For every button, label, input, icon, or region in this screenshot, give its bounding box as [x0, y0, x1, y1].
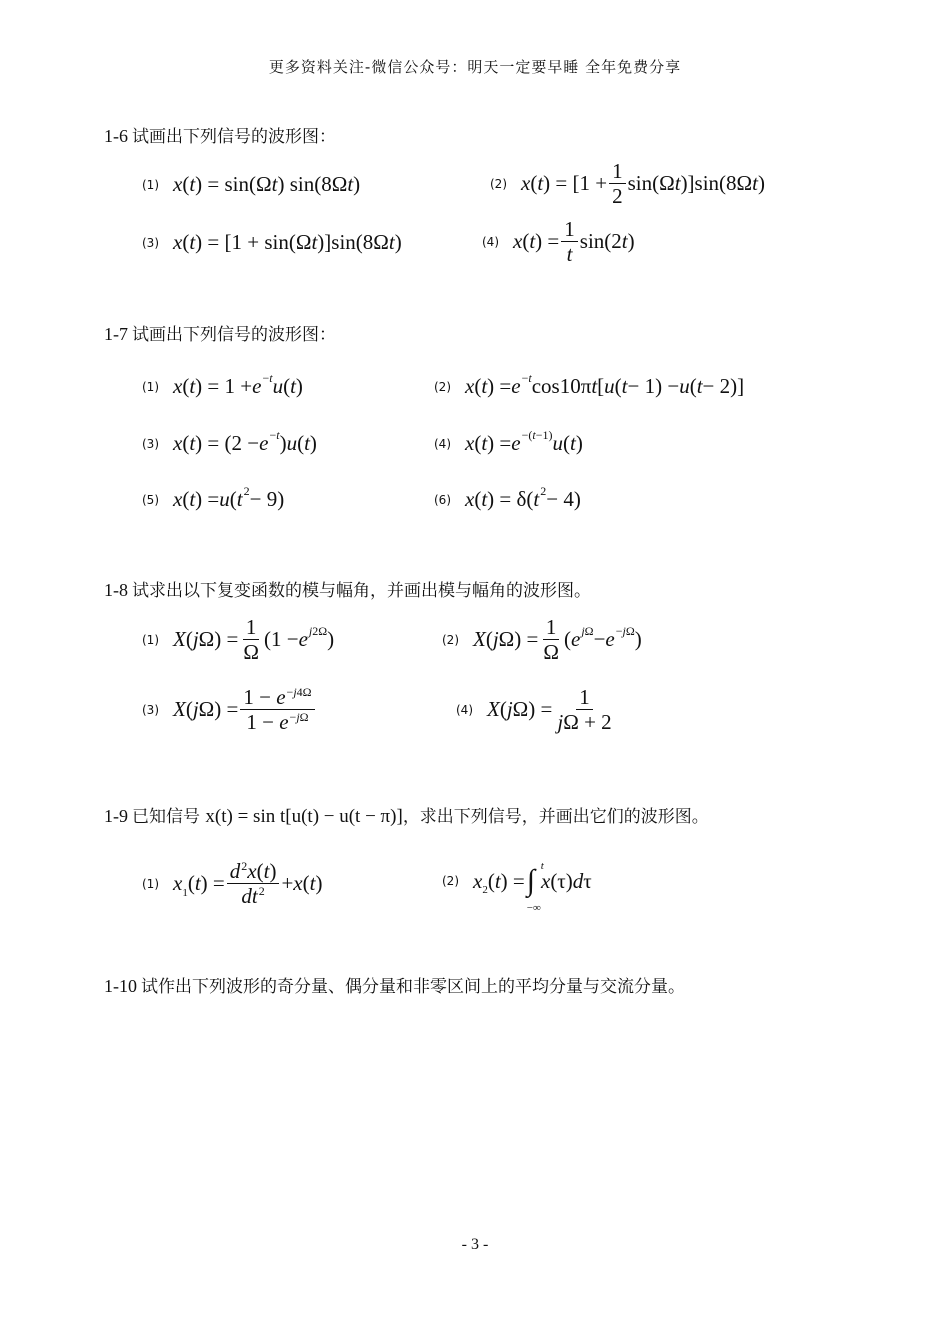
question-text-pre: 已知信号	[132, 807, 200, 827]
q17-item-4	[434, 428, 583, 456]
q19-item-2	[442, 860, 592, 914]
q17-item-5	[142, 484, 285, 512]
formula: x ( t ) = sin(Ω t ) sin(8Ω t )	[173, 172, 361, 196]
item-tag: (1)	[142, 177, 159, 192]
q16-item-1	[142, 172, 360, 197]
formula: x ( t ) = [1 + sin(Ω t )]sin(8Ω t )	[173, 230, 402, 254]
inline-formula: x(t) = sin t[u(t) − u(t − π)]	[205, 806, 403, 827]
q16-item-3	[142, 230, 402, 255]
item-tag: (1)	[142, 379, 159, 394]
question-1-10	[104, 972, 685, 997]
item-tag: (4)	[456, 702, 473, 717]
question-text-post: ，求出下列信号，并画出它们的波形图。	[402, 807, 709, 827]
formula: x 1 ( t ) = $\frac{d^2x(t)}{dt^2}$ + x ( t )	[173, 859, 323, 909]
item-tag: (4)	[482, 234, 499, 249]
question-number: 1-7	[104, 324, 128, 344]
item-tag: (6)	[434, 492, 451, 507]
item-tag: (2)	[442, 632, 459, 647]
q18-item-4	[456, 686, 617, 733]
question-number: 1-8	[104, 580, 128, 600]
item-tag: (1)	[142, 876, 159, 891]
page-number: - 3 -	[461, 1236, 489, 1253]
item-tag: (2)	[490, 176, 507, 191]
question-text: 试画出下列信号的波形图：	[132, 127, 336, 147]
q17-item-3	[142, 428, 317, 456]
formula: X ( j Ω) = $\frac{1}{\Omega}$ (1 − e j2Ω )	[173, 615, 335, 665]
question-1-8	[104, 576, 591, 601]
q16-item-4	[482, 218, 635, 265]
question-1-7	[104, 320, 336, 345]
formula: x ( t ) = e −(t−1) u ( t )	[465, 428, 583, 455]
item-tag: (3)	[142, 702, 159, 717]
question-1-9	[104, 802, 709, 828]
q18-item-2	[442, 616, 642, 663]
item-tag: (3)	[142, 235, 159, 250]
formula: X ( j Ω) = $\frac{1 - e^{-j4\Omega}}{1 - e^{-j\Omega}}$	[173, 686, 317, 733]
question-1-6	[104, 122, 336, 147]
q18-item-1	[142, 616, 334, 663]
item-tag: (3)	[142, 436, 159, 451]
question-text: 试作出下列波形的奇分量、偶分量和非零区间上的平均分量与交流分量。	[141, 977, 685, 997]
formula: X ( j Ω) = $\frac{1}{\Omega}$ ( e jΩ − e −jΩ )	[473, 615, 642, 665]
formula: x ( t ) = [1 + $\frac{1}{2}$ sin(Ω t )]sin(8Ω t )	[521, 159, 765, 209]
q16-item-2	[490, 160, 765, 207]
formula: x ( t ) = u ( t 2 − 9)	[173, 484, 285, 511]
question-text: 试求出以下复变函数的模与幅角，并画出模与幅角的波形图。	[132, 581, 591, 601]
formula: x 2 ( t ) = t ∫ −∞ x (τ) d τ	[473, 860, 592, 914]
q19-item-1	[142, 860, 322, 907]
item-tag: (4)	[434, 436, 451, 451]
formula: x ( t ) = $\frac{1}{t}$ sin(2 t )	[513, 217, 635, 267]
question-number: 1-9	[104, 806, 128, 826]
formula: X ( j Ω) = $\frac{1}{j\Omega + 2}$	[487, 685, 612, 735]
item-tag: (1)	[142, 632, 159, 647]
q17-item-2	[434, 371, 745, 399]
item-tag: (2)	[434, 379, 451, 394]
question-text: 试画出下列信号的波形图：	[132, 325, 336, 345]
formula: x ( t ) = 1 + e −t u ( t )	[173, 371, 303, 398]
formula: x ( t ) = δ( t 2 − 4)	[465, 484, 581, 511]
question-number: 1-6	[104, 126, 128, 146]
item-tag: (2)	[442, 874, 459, 888]
formula: x ( t ) = (2 − e −t ) u ( t )	[173, 428, 317, 455]
formula: x ( t ) = e −t cos10π t [ u ( t − 1) − u ( t − 2)]	[465, 371, 745, 398]
item-tag: (5)	[142, 492, 159, 507]
q17-item-1	[142, 371, 303, 399]
page-header: 更多资料关注-微信公众号：明天一定要早睡 全年免费分享	[268, 58, 682, 76]
q18-item-3	[142, 686, 317, 733]
q17-item-6	[434, 484, 581, 512]
question-number: 1-10	[104, 976, 137, 996]
